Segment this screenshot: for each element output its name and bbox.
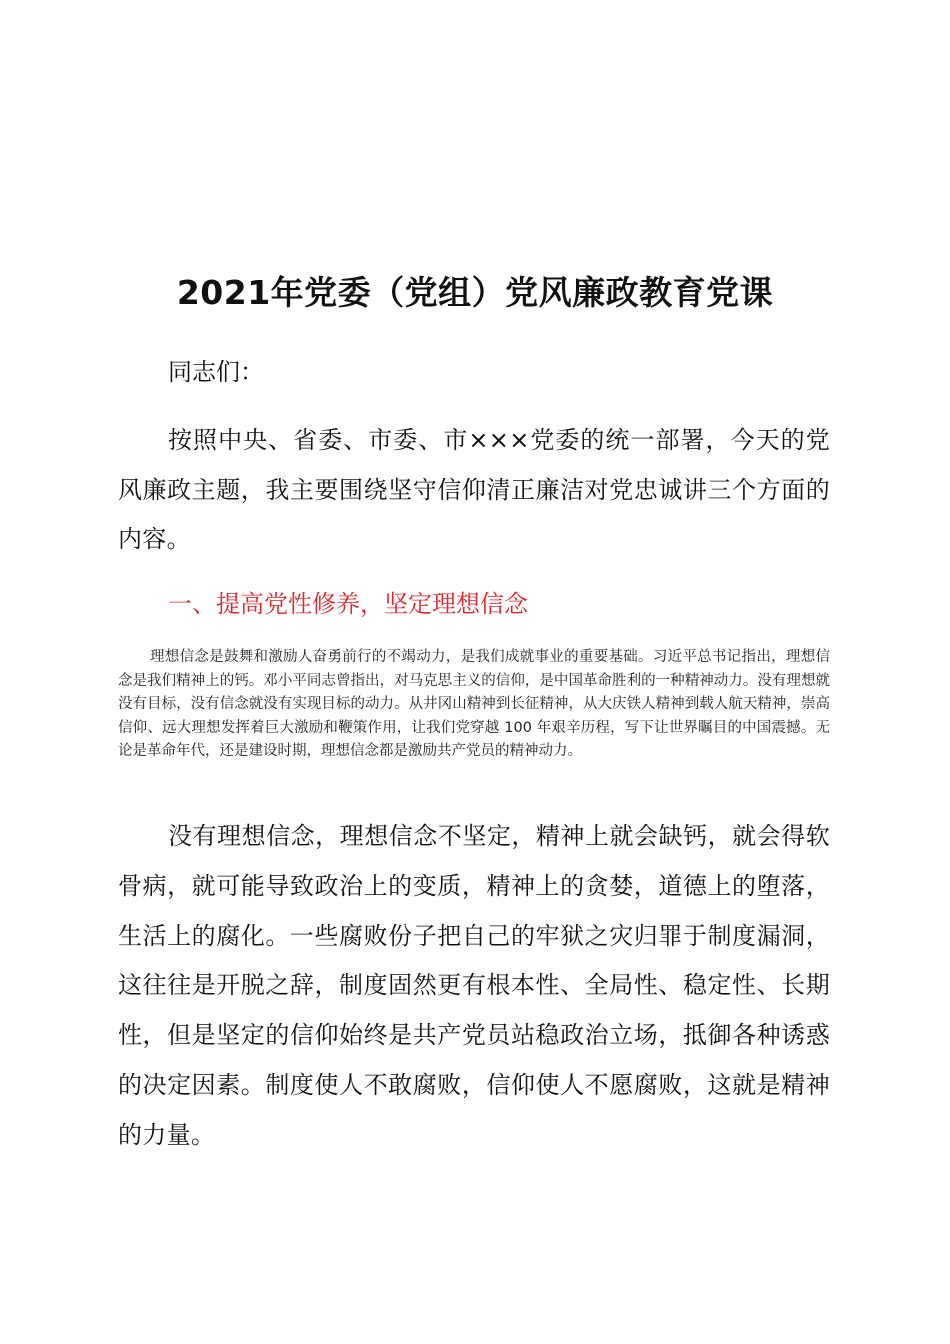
intro-paragraph: 按照中央、省委、市委、市×××党委的统一部署，今天的党风廉政主题，我主要围绕坚守信仰清正廉洁对党忠诚讲三个方面的内容。 [118, 426, 830, 554]
small-print-paragraph: 理想信念是鼓舞和激励人奋勇前行的不竭动力，是我们成就事业的重要基础。习近平总书记指出，理想信念是我们精神上的钙。邓小平同志曾指出，对马克思主义的信仰，是中国革命胜利的一种精神动力。没有理想就没有目标，没有信念就没有实现目标的动力。从井冈山精神到长征精神，从大庆铁人精神到载人航天精神，崇高信仰、远大理想发挥着巨大激励和鞭策作用，让我们党穿越 100 年艰辛历程，写下让世界瞩目的中国震撼。无论是革命年代，还是建设时期，理想信念都是激励共产党员的精神动力。 [118, 649, 830, 760]
body-paragraph: 没有理想信念，理想信念不坚定，精神上就会缺钙，就会得软骨病，就可能导致政治上的变质，精神上的贪婪，道德上的堕落，生活上的腐化。一些腐败份子把自己的牢狱之灾归罪于制度漏洞，这往往是开脱之辞，制度固然更有根本性、全局性、稳定性、长期性，但是坚定的信仰始终是共产党员站稳政治立场，抵御各种诱惑的决定因素。制度使人不敢腐败，信仰使人不愿腐败，这就是精神的力量。 [118, 822, 830, 1149]
section-heading: 一、提高党性修养，坚定理想信念 [168, 590, 528, 618]
salutation: 同志们： [168, 358, 264, 386]
document-title: 2021年党委（党组）党风廉政教育党课 [176, 273, 774, 312]
